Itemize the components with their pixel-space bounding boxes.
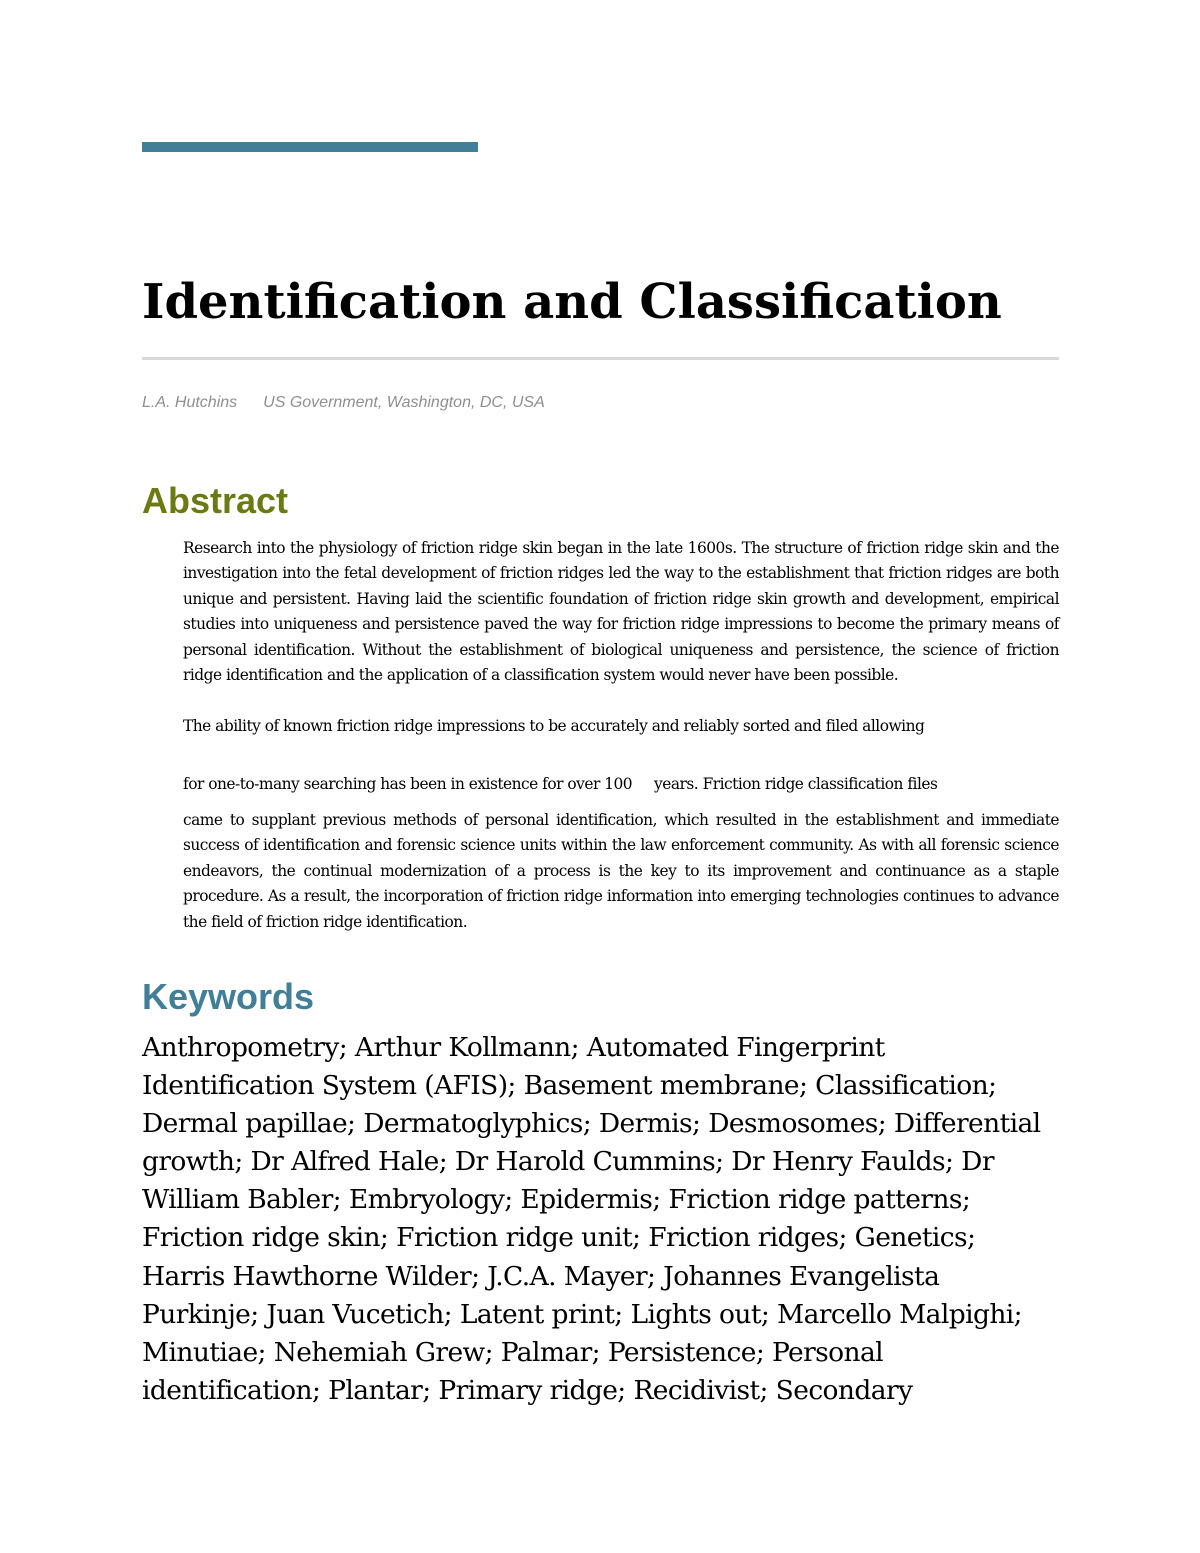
abstract-heading: Abstract [142, 480, 289, 521]
author-affiliation: US Government, Washington, DC, USA [263, 394, 545, 411]
author-affiliation-line [142, 393, 545, 413]
document-title: Identification and Classification [142, 274, 1002, 330]
accent-bar [142, 142, 478, 152]
abstract-paragraph: came to supplant previous methods of personal identification, which resulted in the establishment and immediate success of identification and forensic science units within the law enforcement community. As with all forensic science endeavors, the continual modernization of a process is the key to its improvement and continuance as a staple procedure. As a result, the incorporation of friction ridge information into emerging technologies continues to advance the field of friction ridge identification. [183, 811, 1059, 931]
author-name: L.A. Hutchins [142, 394, 238, 411]
abstract-paragraph: Research into the physiology of friction ridge skin began in the late 1600s. The structure of friction ridge skin and the investigation into the fetal development of friction ridges led the way to the establishment that friction ridges are both unique and persistent. Having laid the scientific foundation of friction ridge skin growth and development, empirical studies into uniqueness and persistence paved the way for friction ridge impressions to become the primary means of personal identification. Without the establishment of biological uniqueness and persistence, the science of friction ridge identification and the application of a classification system would never have been possible. [183, 539, 1059, 685]
abstract-line: The ability of known friction ridge impressions to be accurately and reliably sorted and filed allowing [183, 717, 925, 735]
keywords-heading: Keywords [142, 976, 315, 1017]
keywords-list: Anthropometry; Arthur Kollmann; Automated Fingerprint Identification System (AFIS); Basement membrane; Classification; Dermal papillae; Dermatoglyphics; Dermis; Desmosomes; Differential growth; Dr Alfred Hale; Dr Harold Cummins; Dr Henry Faulds; Dr William Babler; Embryology; Epidermis; Friction ridge patterns; Friction ridge skin; Friction ridge unit; Friction ridges; Genetics; Harris Hawthorne Wilder; J.C.A. Mayer; Johannes Evangelista Purkinje; Juan Vucetich; Latent print; Lights out; Marcello Malpighi; Minutiae; Nehemiah Grew; Palmar; Persistence; Personal identification; Plantar; Primary ridge; Recidivist; Secondary [142, 1032, 1041, 1406]
abstract-line: for one-to-many searching has been in existence for over 100 years. Friction ridge classification files [183, 775, 938, 793]
title-divider [142, 357, 1059, 360]
